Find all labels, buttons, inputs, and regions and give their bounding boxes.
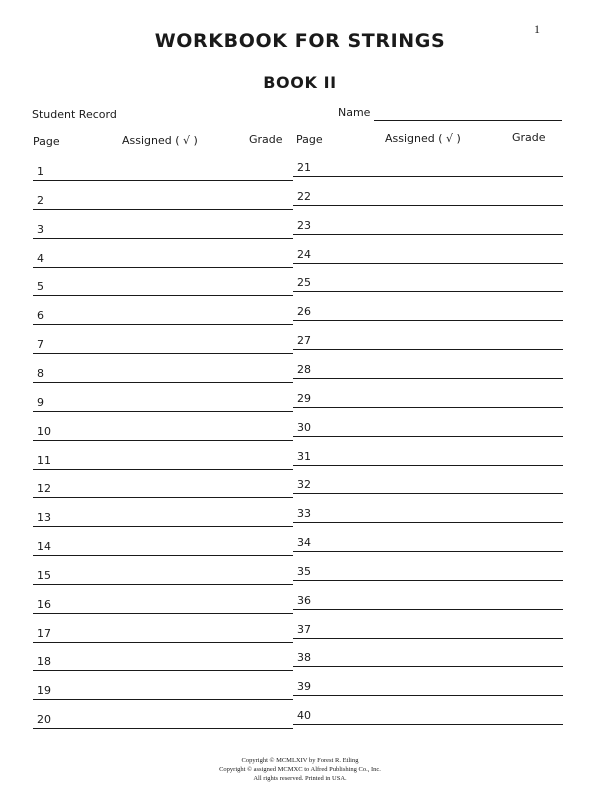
page-number-cell: 32 <box>297 478 311 491</box>
page-number-cell: 23 <box>297 219 311 232</box>
record-row-right[interactable] <box>293 447 563 466</box>
page-number-cell: 2 <box>37 194 44 207</box>
page-number-cell: 12 <box>37 482 51 495</box>
copyright-footer <box>0 756 600 783</box>
student-record-label: Student Record <box>32 108 117 121</box>
record-row-left[interactable] <box>33 191 293 210</box>
page-number-cell: 33 <box>297 507 311 520</box>
copyright-line-3: All rights reserved. Printed in USA. <box>253 775 347 782</box>
page-number-cell: 19 <box>37 684 51 697</box>
record-row-left[interactable] <box>33 652 293 671</box>
record-row-left[interactable] <box>33 710 293 729</box>
record-row-left[interactable] <box>33 364 293 383</box>
page-number-cell: 7 <box>37 338 44 351</box>
record-row-left[interactable] <box>33 306 293 325</box>
record-row-left[interactable] <box>33 537 293 556</box>
page-number-cell: 34 <box>297 536 311 549</box>
page-number-cell: 6 <box>37 309 44 322</box>
header-page-right: Page <box>296 133 323 146</box>
record-row-right[interactable] <box>293 273 563 292</box>
page-number-cell: 36 <box>297 594 311 607</box>
page-number-cell: 28 <box>297 363 311 376</box>
page-number-cell: 3 <box>37 223 44 236</box>
page-number-cell: 13 <box>37 511 51 524</box>
record-row-right[interactable] <box>293 418 563 437</box>
page-title: WORKBOOK FOR STRINGS <box>154 30 446 52</box>
record-row-left[interactable] <box>33 277 293 296</box>
page-number-cell: 15 <box>37 569 51 582</box>
page-number-cell: 10 <box>37 425 51 438</box>
page-number-cell: 35 <box>297 565 311 578</box>
copyright-line-1: Copyright © MCMLXIV by Forest R. Etling <box>241 757 359 764</box>
header-assigned-left: Assigned ( √ ) <box>122 134 198 147</box>
record-row-left[interactable] <box>33 595 293 614</box>
record-row-right[interactable] <box>293 533 563 552</box>
record-row-left[interactable] <box>33 451 293 470</box>
record-row-right[interactable] <box>293 706 563 725</box>
page-number-cell: 29 <box>297 392 311 405</box>
header-grade-right: Grade <box>512 131 546 144</box>
page-number-cell: 8 <box>37 367 44 380</box>
page-number-cell: 27 <box>297 334 311 347</box>
name-label: Name <box>338 106 371 119</box>
page-number-cell: 24 <box>297 248 311 261</box>
record-row-right[interactable] <box>293 360 563 379</box>
page-number-cell: 38 <box>297 651 311 664</box>
page-number-cell: 18 <box>37 655 51 668</box>
page-number-cell: 1 <box>37 165 44 178</box>
page-number-cell: 16 <box>37 598 51 611</box>
page-number-cell: 5 <box>37 280 44 293</box>
record-row-left[interactable] <box>33 624 293 643</box>
record-row-left[interactable] <box>33 508 293 527</box>
record-row-left[interactable] <box>33 162 293 181</box>
page-number-cell: 4 <box>37 252 44 265</box>
record-row-right[interactable] <box>293 562 563 581</box>
record-row-right[interactable] <box>293 216 563 235</box>
record-row-right[interactable] <box>293 302 563 321</box>
page-number-cell: 21 <box>297 161 311 174</box>
record-row-left[interactable] <box>33 479 293 498</box>
record-row-left[interactable] <box>33 249 293 268</box>
name-field-line[interactable] <box>374 120 562 121</box>
record-row-right[interactable] <box>293 677 563 696</box>
record-row-right[interactable] <box>293 158 563 177</box>
record-row-left[interactable] <box>33 335 293 354</box>
record-row-right[interactable] <box>293 620 563 639</box>
record-row-right[interactable] <box>293 475 563 494</box>
record-row-left[interactable] <box>33 422 293 441</box>
page-number-cell: 11 <box>37 454 51 467</box>
page-number-cell: 9 <box>37 396 44 409</box>
record-row-right[interactable] <box>293 591 563 610</box>
record-row-right[interactable] <box>293 245 563 264</box>
page-number-cell: 22 <box>297 190 311 203</box>
page-number-cell: 37 <box>297 623 311 636</box>
header-grade-left: Grade <box>249 133 283 146</box>
page-number-cell: 26 <box>297 305 311 318</box>
header-assigned-right: Assigned ( √ ) <box>385 132 461 145</box>
record-row-right[interactable] <box>293 504 563 523</box>
page-number-cell: 14 <box>37 540 51 553</box>
record-row-left[interactable] <box>33 681 293 700</box>
record-row-left[interactable] <box>33 393 293 412</box>
page-number-cell: 31 <box>297 450 311 463</box>
page-number-cell: 17 <box>37 627 51 640</box>
header-page-left: Page <box>33 135 60 148</box>
page-number: 1 <box>534 22 540 36</box>
book-subtitle: BOOK II <box>263 73 337 92</box>
record-row-left[interactable] <box>33 566 293 585</box>
page-number-cell: 39 <box>297 680 311 693</box>
record-row-right[interactable] <box>293 648 563 667</box>
copyright-line-2: Copyright © assigned MCMXC to Alfred Publishing Co., Inc. <box>219 766 381 773</box>
record-row-left[interactable] <box>33 220 293 239</box>
page-number-cell: 25 <box>297 276 311 289</box>
page-number-cell: 20 <box>37 713 51 726</box>
record-row-right[interactable] <box>293 389 563 408</box>
record-row-right[interactable] <box>293 187 563 206</box>
page-number-cell: 30 <box>297 421 311 434</box>
record-row-right[interactable] <box>293 331 563 350</box>
page-number-cell: 40 <box>297 709 311 722</box>
